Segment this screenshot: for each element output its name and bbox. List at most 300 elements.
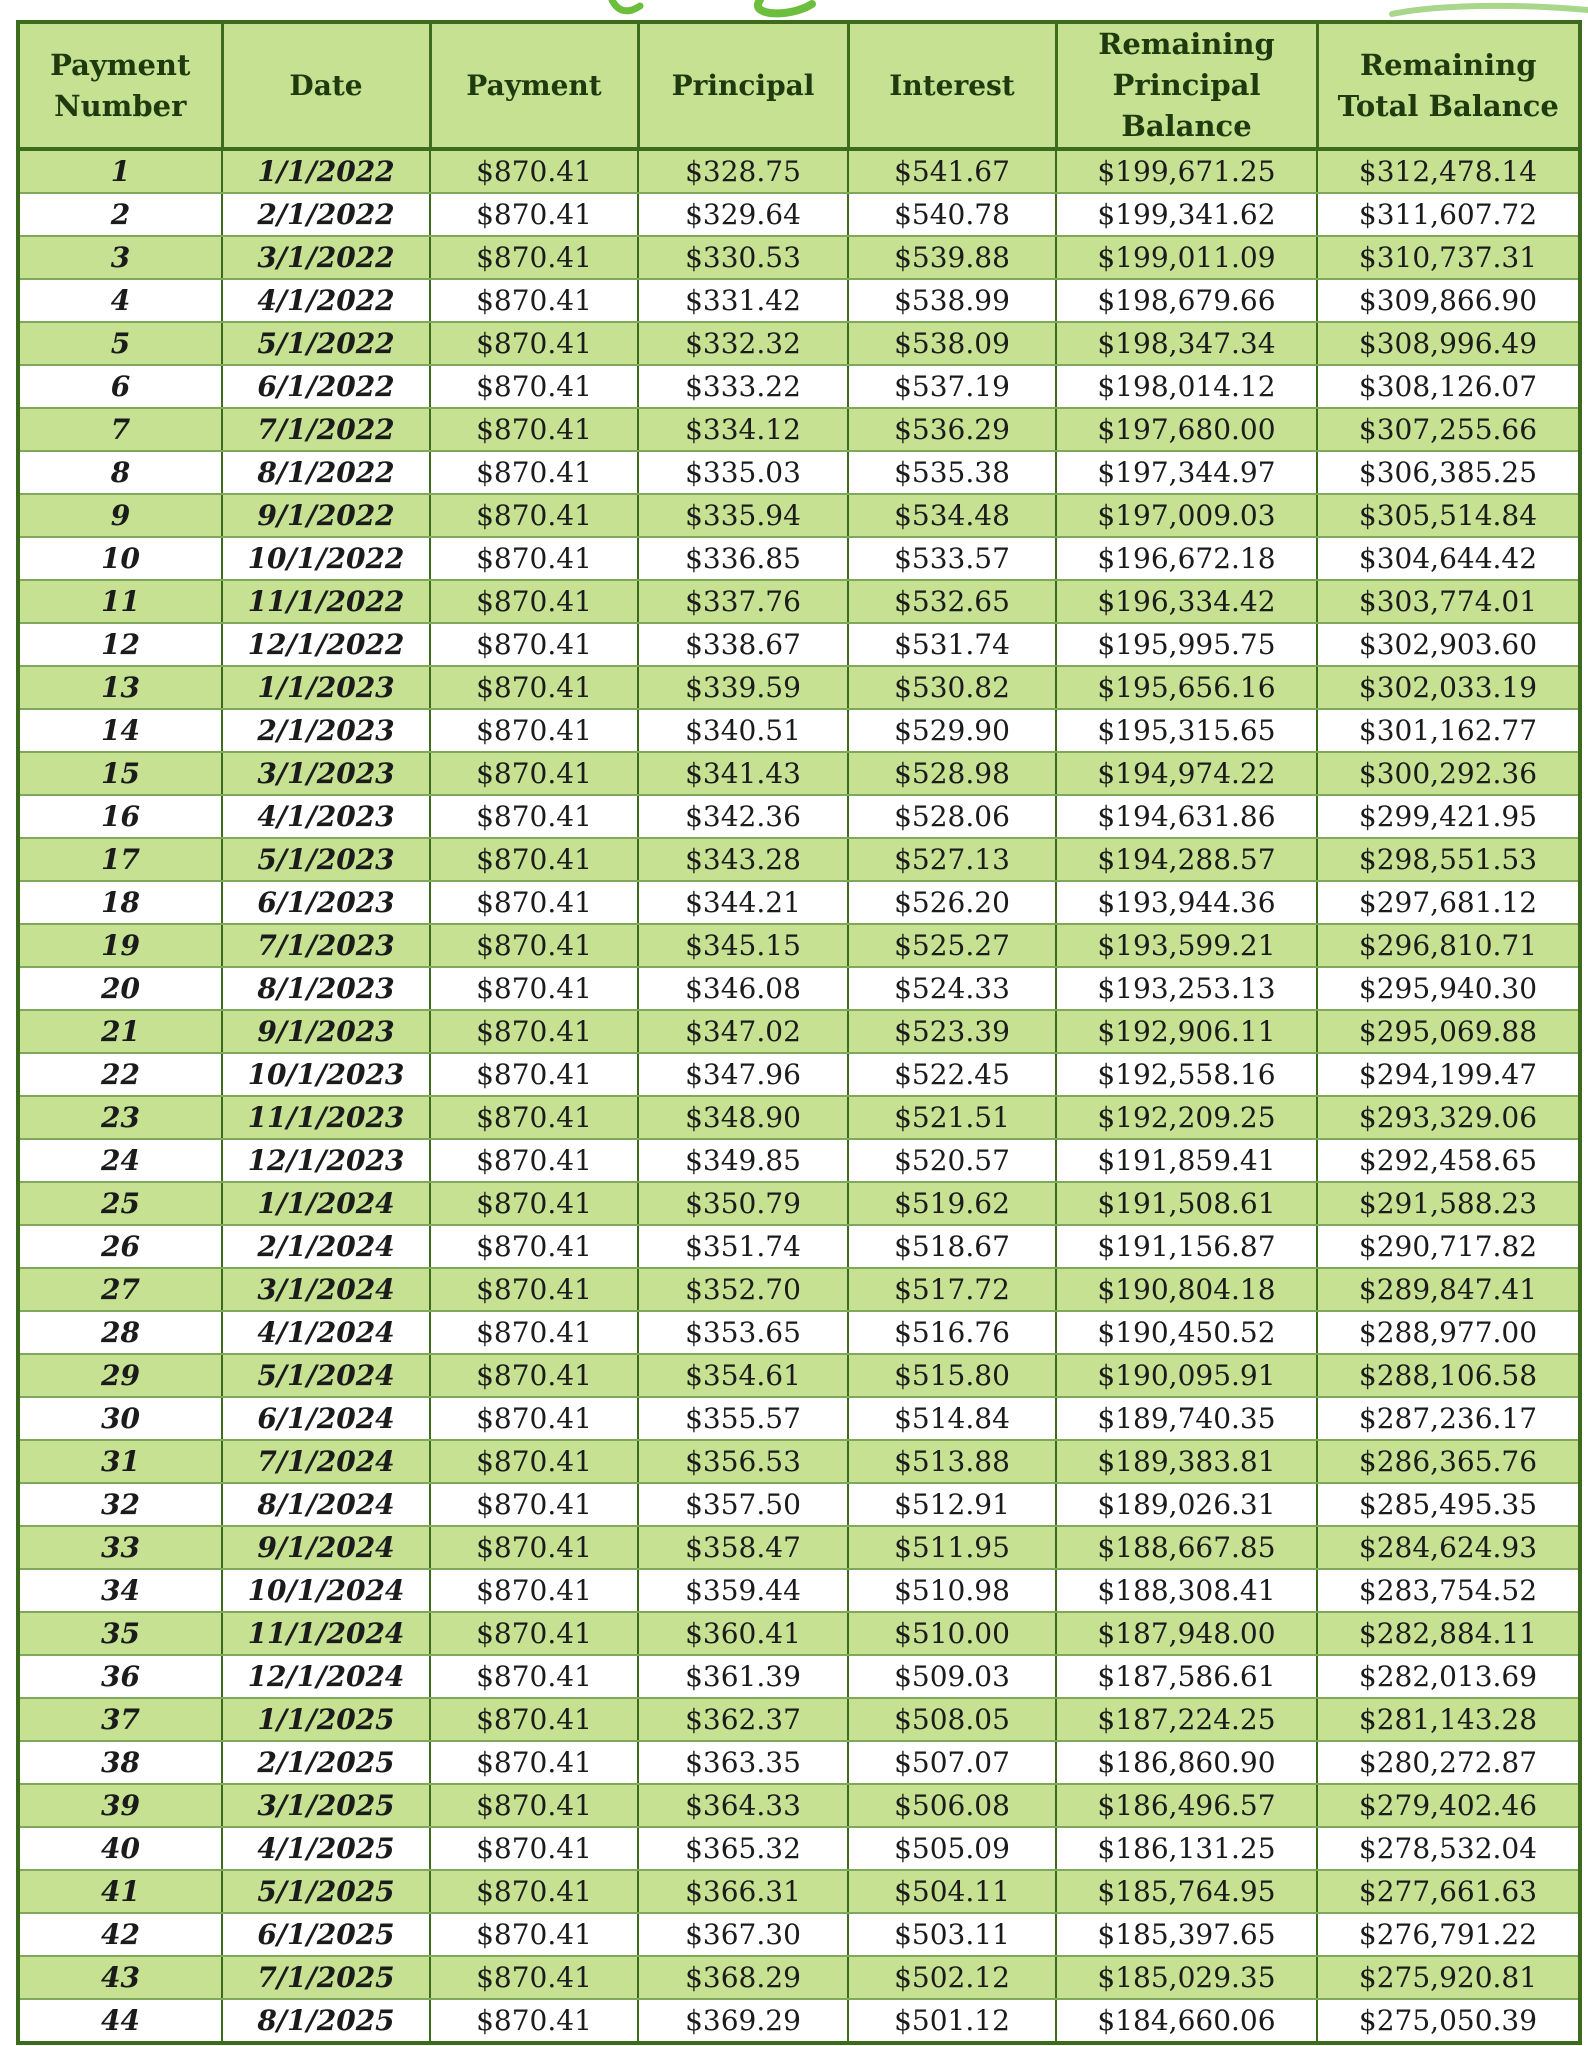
date-cell: 7/1/2023 <box>222 924 430 967</box>
principal-cell: $334.12 <box>638 408 848 451</box>
remaining-principal-cell: $188,308.41 <box>1056 1569 1317 1612</box>
payment-cell: $870.41 <box>430 365 638 408</box>
table-row <box>18 537 1580 580</box>
payment-number-cell: 29 <box>18 1354 222 1397</box>
payment-number-cell: 4 <box>18 279 222 322</box>
interest-cell: $539.88 <box>848 236 1056 279</box>
principal-cell: $360.41 <box>638 1612 848 1655</box>
remaining-principal-cell: $191,859.41 <box>1056 1139 1317 1182</box>
principal-cell: $347.96 <box>638 1053 848 1096</box>
payment-cell: $870.41 <box>430 1096 638 1139</box>
remaining-total-cell: $311,607.72 <box>1317 193 1580 236</box>
table-row <box>18 1053 1580 1096</box>
principal-cell: $336.85 <box>638 537 848 580</box>
interest-cell: $508.05 <box>848 1698 1056 1741</box>
payment-cell: $870.41 <box>430 1741 638 1784</box>
table-row <box>18 1483 1580 1526</box>
interest-cell: $503.11 <box>848 1913 1056 1956</box>
remaining-principal-cell: $193,253.13 <box>1056 967 1317 1010</box>
date-cell: 8/1/2022 <box>222 451 430 494</box>
title-flourish-decoration <box>0 0 1588 22</box>
remaining-principal-cell: $187,224.25 <box>1056 1698 1317 1741</box>
interest-cell: $528.98 <box>848 752 1056 795</box>
remaining-principal-cell: $191,156.87 <box>1056 1225 1317 1268</box>
principal-cell: $331.42 <box>638 279 848 322</box>
remaining-total-cell: $299,421.95 <box>1317 795 1580 838</box>
principal-cell: $347.02 <box>638 1010 848 1053</box>
principal-cell: $329.64 <box>638 193 848 236</box>
payment-cell: $870.41 <box>430 537 638 580</box>
table-row <box>18 1827 1580 1870</box>
date-cell: 6/1/2025 <box>222 1913 430 1956</box>
principal-cell: $368.29 <box>638 1956 848 1999</box>
date-cell: 1/1/2024 <box>222 1182 430 1225</box>
remaining-principal-cell: $197,009.03 <box>1056 494 1317 537</box>
payment-number-cell: 30 <box>18 1397 222 1440</box>
date-cell: 7/1/2022 <box>222 408 430 451</box>
table-row <box>18 193 1580 236</box>
principal-cell: $362.37 <box>638 1698 848 1741</box>
remaining-total-cell: $278,532.04 <box>1317 1827 1580 1870</box>
principal-cell: $367.30 <box>638 1913 848 1956</box>
remaining-principal-cell: $188,667.85 <box>1056 1526 1317 1569</box>
table-row <box>18 795 1580 838</box>
table-row <box>18 236 1580 279</box>
table-row <box>18 1913 1580 1956</box>
date-cell: 2/1/2025 <box>222 1741 430 1784</box>
remaining-total-cell: $290,717.82 <box>1317 1225 1580 1268</box>
principal-cell: $346.08 <box>638 967 848 1010</box>
remaining-total-cell: $310,737.31 <box>1317 236 1580 279</box>
remaining-principal-cell: $195,995.75 <box>1056 623 1317 666</box>
interest-cell: $536.29 <box>848 408 1056 451</box>
remaining-total-cell: $284,624.93 <box>1317 1526 1580 1569</box>
payment-cell: $870.41 <box>430 1870 638 1913</box>
date-cell: 4/1/2024 <box>222 1311 430 1354</box>
remaining-total-cell: $288,977.00 <box>1317 1311 1580 1354</box>
interest-cell: $509.03 <box>848 1655 1056 1698</box>
table-row <box>18 881 1580 924</box>
amortization-schedule-table <box>16 20 1582 2045</box>
date-cell: 4/1/2025 <box>222 1827 430 1870</box>
date-cell: 8/1/2023 <box>222 967 430 1010</box>
payment-cell: $870.41 <box>430 1225 638 1268</box>
table-row <box>18 1999 1580 2043</box>
principal-cell: $355.57 <box>638 1397 848 1440</box>
payment-number-cell: 17 <box>18 838 222 881</box>
date-cell: 9/1/2022 <box>222 494 430 537</box>
remaining-total-cell: $280,272.87 <box>1317 1741 1580 1784</box>
interest-cell: $523.39 <box>848 1010 1056 1053</box>
date-cell: 3/1/2025 <box>222 1784 430 1827</box>
remaining-principal-cell: $194,288.57 <box>1056 838 1317 881</box>
payment-number-cell: 15 <box>18 752 222 795</box>
payment-cell: $870.41 <box>430 1612 638 1655</box>
table-row <box>18 1741 1580 1784</box>
column-header-interest: Interest <box>848 22 1056 149</box>
remaining-principal-cell: $186,496.57 <box>1056 1784 1317 1827</box>
date-cell: 10/1/2023 <box>222 1053 430 1096</box>
date-cell: 5/1/2025 <box>222 1870 430 1913</box>
interest-cell: $507.07 <box>848 1741 1056 1784</box>
payment-cell: $870.41 <box>430 580 638 623</box>
table-row <box>18 1655 1580 1698</box>
remaining-total-cell: $292,458.65 <box>1317 1139 1580 1182</box>
payment-cell: $870.41 <box>430 1784 638 1827</box>
table-row <box>18 1956 1580 1999</box>
remaining-total-cell: $282,884.11 <box>1317 1612 1580 1655</box>
payment-number-cell: 31 <box>18 1440 222 1483</box>
interest-cell: $541.67 <box>848 149 1056 193</box>
payment-number-cell: 20 <box>18 967 222 1010</box>
payment-cell: $870.41 <box>430 1526 638 1569</box>
table-row <box>18 1526 1580 1569</box>
remaining-principal-cell: $192,209.25 <box>1056 1096 1317 1139</box>
table-row <box>18 1311 1580 1354</box>
payment-cell: $870.41 <box>430 1440 638 1483</box>
date-cell: 6/1/2022 <box>222 365 430 408</box>
payment-number-cell: 27 <box>18 1268 222 1311</box>
principal-cell: $343.28 <box>638 838 848 881</box>
date-cell: 4/1/2023 <box>222 795 430 838</box>
remaining-total-cell: $308,996.49 <box>1317 322 1580 365</box>
principal-cell: $365.32 <box>638 1827 848 1870</box>
table-row <box>18 838 1580 881</box>
principal-cell: $330.53 <box>638 236 848 279</box>
interest-cell: $504.11 <box>848 1870 1056 1913</box>
interest-cell: $519.62 <box>848 1182 1056 1225</box>
remaining-principal-cell: $198,679.66 <box>1056 279 1317 322</box>
payment-cell: $870.41 <box>430 1139 638 1182</box>
principal-cell: $348.90 <box>638 1096 848 1139</box>
interest-cell: $506.08 <box>848 1784 1056 1827</box>
date-cell: 2/1/2022 <box>222 193 430 236</box>
table-row <box>18 1139 1580 1182</box>
payment-cell: $870.41 <box>430 1010 638 1053</box>
table-row <box>18 1397 1580 1440</box>
date-cell: 2/1/2024 <box>222 1225 430 1268</box>
interest-cell: $518.67 <box>848 1225 1056 1268</box>
payment-number-cell: 9 <box>18 494 222 537</box>
principal-cell: $342.36 <box>638 795 848 838</box>
table-row <box>18 1268 1580 1311</box>
payment-number-cell: 7 <box>18 408 222 451</box>
column-header-date: Date <box>222 22 430 149</box>
remaining-principal-cell: $192,906.11 <box>1056 1010 1317 1053</box>
date-cell: 1/1/2023 <box>222 666 430 709</box>
interest-cell: $510.98 <box>848 1569 1056 1612</box>
remaining-principal-cell: $184,660.06 <box>1056 1999 1317 2043</box>
date-cell: 4/1/2022 <box>222 279 430 322</box>
interest-cell: $537.19 <box>848 365 1056 408</box>
payment-cell: $870.41 <box>430 1354 638 1397</box>
remaining-principal-cell: $198,014.12 <box>1056 365 1317 408</box>
remaining-principal-cell: $187,948.00 <box>1056 1612 1317 1655</box>
remaining-total-cell: $301,162.77 <box>1317 709 1580 752</box>
remaining-total-cell: $293,329.06 <box>1317 1096 1580 1139</box>
interest-cell: $521.51 <box>848 1096 1056 1139</box>
date-cell: 10/1/2024 <box>222 1569 430 1612</box>
payment-number-cell: 26 <box>18 1225 222 1268</box>
payment-number-cell: 39 <box>18 1784 222 1827</box>
payment-cell: $870.41 <box>430 924 638 967</box>
date-cell: 9/1/2024 <box>222 1526 430 1569</box>
remaining-total-cell: $302,033.19 <box>1317 666 1580 709</box>
date-cell: 7/1/2025 <box>222 1956 430 1999</box>
remaining-total-cell: $304,644.42 <box>1317 537 1580 580</box>
remaining-total-cell: $287,236.17 <box>1317 1397 1580 1440</box>
remaining-total-cell: $291,588.23 <box>1317 1182 1580 1225</box>
payment-cell: $870.41 <box>430 967 638 1010</box>
payment-number-cell: 13 <box>18 666 222 709</box>
principal-cell: $352.70 <box>638 1268 848 1311</box>
date-cell: 12/1/2023 <box>222 1139 430 1182</box>
remaining-total-cell: $303,774.01 <box>1317 580 1580 623</box>
payment-number-cell: 8 <box>18 451 222 494</box>
remaining-total-cell: $277,661.63 <box>1317 1870 1580 1913</box>
payment-number-cell: 33 <box>18 1526 222 1569</box>
remaining-principal-cell: $185,397.65 <box>1056 1913 1317 1956</box>
remaining-principal-cell: $193,944.36 <box>1056 881 1317 924</box>
interest-cell: $512.91 <box>848 1483 1056 1526</box>
table-row <box>18 623 1580 666</box>
principal-cell: $340.51 <box>638 709 848 752</box>
payment-cell: $870.41 <box>430 408 638 451</box>
interest-cell: $517.72 <box>848 1268 1056 1311</box>
date-cell: 3/1/2023 <box>222 752 430 795</box>
date-cell: 1/1/2022 <box>222 149 430 193</box>
payment-number-cell: 24 <box>18 1139 222 1182</box>
interest-cell: $525.27 <box>848 924 1056 967</box>
interest-cell: $538.99 <box>848 279 1056 322</box>
table-row <box>18 451 1580 494</box>
remaining-total-cell: $282,013.69 <box>1317 1655 1580 1698</box>
interest-cell: $522.45 <box>848 1053 1056 1096</box>
remaining-principal-cell: $189,740.35 <box>1056 1397 1317 1440</box>
remaining-principal-cell: $190,095.91 <box>1056 1354 1317 1397</box>
table-body <box>18 149 1580 2043</box>
payment-number-cell: 25 <box>18 1182 222 1225</box>
interest-cell: $531.74 <box>848 623 1056 666</box>
interest-cell: $530.82 <box>848 666 1056 709</box>
remaining-total-cell: $305,514.84 <box>1317 494 1580 537</box>
remaining-principal-cell: $187,586.61 <box>1056 1655 1317 1698</box>
interest-cell: $511.95 <box>848 1526 1056 1569</box>
interest-cell: $510.00 <box>848 1612 1056 1655</box>
payment-cell: $870.41 <box>430 1053 638 1096</box>
remaining-total-cell: $295,069.88 <box>1317 1010 1580 1053</box>
remaining-principal-cell: $196,672.18 <box>1056 537 1317 580</box>
remaining-total-cell: $306,385.25 <box>1317 451 1580 494</box>
payment-number-cell: 18 <box>18 881 222 924</box>
payment-cell: $870.41 <box>430 752 638 795</box>
principal-cell: $356.53 <box>638 1440 848 1483</box>
payment-cell: $870.41 <box>430 881 638 924</box>
remaining-principal-cell: $193,599.21 <box>1056 924 1317 967</box>
payment-number-cell: 14 <box>18 709 222 752</box>
remaining-principal-cell: $198,347.34 <box>1056 322 1317 365</box>
interest-cell: $527.13 <box>848 838 1056 881</box>
table-row <box>18 1096 1580 1139</box>
column-header-remaining-principal-balance: Remaining Principal Balance <box>1056 22 1317 149</box>
date-cell: 10/1/2022 <box>222 537 430 580</box>
payment-number-cell: 23 <box>18 1096 222 1139</box>
payment-number-cell: 28 <box>18 1311 222 1354</box>
payment-number-cell: 21 <box>18 1010 222 1053</box>
payment-number-cell: 12 <box>18 623 222 666</box>
payment-cell: $870.41 <box>430 1956 638 1999</box>
payment-number-cell: 34 <box>18 1569 222 1612</box>
remaining-total-cell: $295,940.30 <box>1317 967 1580 1010</box>
principal-cell: $361.39 <box>638 1655 848 1698</box>
column-header-payment-number: Payment Number <box>18 22 222 149</box>
payment-number-cell: 10 <box>18 537 222 580</box>
payment-cell: $870.41 <box>430 1999 638 2043</box>
remaining-total-cell: $281,143.28 <box>1317 1698 1580 1741</box>
remaining-principal-cell: $192,558.16 <box>1056 1053 1317 1096</box>
principal-cell: $335.03 <box>638 451 848 494</box>
remaining-principal-cell: $199,011.09 <box>1056 236 1317 279</box>
principal-cell: $337.76 <box>638 580 848 623</box>
interest-cell: $528.06 <box>848 795 1056 838</box>
table-row <box>18 408 1580 451</box>
payment-cell: $870.41 <box>430 1569 638 1612</box>
date-cell: 1/1/2025 <box>222 1698 430 1741</box>
interest-cell: $515.80 <box>848 1354 1056 1397</box>
table-row <box>18 1784 1580 1827</box>
remaining-total-cell: $279,402.46 <box>1317 1784 1580 1827</box>
remaining-principal-cell: $199,671.25 <box>1056 149 1317 193</box>
remaining-total-cell: $308,126.07 <box>1317 365 1580 408</box>
remaining-principal-cell: $195,315.65 <box>1056 709 1317 752</box>
payment-cell: $870.41 <box>430 666 638 709</box>
payment-cell: $870.41 <box>430 451 638 494</box>
payment-cell: $870.41 <box>430 1655 638 1698</box>
principal-cell: $339.59 <box>638 666 848 709</box>
interest-cell: $516.76 <box>848 1311 1056 1354</box>
payment-number-cell: 43 <box>18 1956 222 1999</box>
remaining-principal-cell: $191,508.61 <box>1056 1182 1317 1225</box>
remaining-total-cell: $312,478.14 <box>1317 149 1580 193</box>
interest-cell: $540.78 <box>848 193 1056 236</box>
table-row <box>18 580 1580 623</box>
table-header-row <box>18 22 1580 149</box>
payment-cell: $870.41 <box>430 1397 638 1440</box>
principal-cell: $364.33 <box>638 1784 848 1827</box>
date-cell: 5/1/2024 <box>222 1354 430 1397</box>
table-row <box>18 494 1580 537</box>
interest-cell: $524.33 <box>848 967 1056 1010</box>
interest-cell: $538.09 <box>848 322 1056 365</box>
remaining-total-cell: $286,365.76 <box>1317 1440 1580 1483</box>
date-cell: 11/1/2024 <box>222 1612 430 1655</box>
payment-number-cell: 22 <box>18 1053 222 1096</box>
remaining-total-cell: $297,681.12 <box>1317 881 1580 924</box>
date-cell: 8/1/2024 <box>222 1483 430 1526</box>
date-cell: 11/1/2022 <box>222 580 430 623</box>
remaining-total-cell: $302,903.60 <box>1317 623 1580 666</box>
payment-number-cell: 2 <box>18 193 222 236</box>
table-row <box>18 1870 1580 1913</box>
payment-cell: $870.41 <box>430 709 638 752</box>
principal-cell: $354.61 <box>638 1354 848 1397</box>
principal-cell: $363.35 <box>638 1741 848 1784</box>
payment-number-cell: 40 <box>18 1827 222 1870</box>
remaining-total-cell: $289,847.41 <box>1317 1268 1580 1311</box>
principal-cell: $341.43 <box>638 752 848 795</box>
principal-cell: $328.75 <box>638 149 848 193</box>
interest-cell: $520.57 <box>848 1139 1056 1182</box>
payment-number-cell: 36 <box>18 1655 222 1698</box>
table-row <box>18 279 1580 322</box>
interest-cell: $535.38 <box>848 451 1056 494</box>
payment-cell: $870.41 <box>430 279 638 322</box>
payment-number-cell: 35 <box>18 1612 222 1655</box>
principal-cell: $333.22 <box>638 365 848 408</box>
payment-cell: $870.41 <box>430 1182 638 1225</box>
remaining-principal-cell: $194,974.22 <box>1056 752 1317 795</box>
interest-cell: $505.09 <box>848 1827 1056 1870</box>
interest-cell: $513.88 <box>848 1440 1056 1483</box>
payment-number-cell: 37 <box>18 1698 222 1741</box>
remaining-principal-cell: $189,383.81 <box>1056 1440 1317 1483</box>
remaining-total-cell: $283,754.52 <box>1317 1569 1580 1612</box>
payment-number-cell: 44 <box>18 1999 222 2043</box>
payment-cell: $870.41 <box>430 494 638 537</box>
date-cell: 6/1/2024 <box>222 1397 430 1440</box>
table-row <box>18 924 1580 967</box>
principal-cell: $353.65 <box>638 1311 848 1354</box>
remaining-principal-cell: $189,026.31 <box>1056 1483 1317 1526</box>
payment-cell: $870.41 <box>430 193 638 236</box>
date-cell: 5/1/2023 <box>222 838 430 881</box>
table-row <box>18 322 1580 365</box>
remaining-principal-cell: $185,764.95 <box>1056 1870 1317 1913</box>
table-row <box>18 1182 1580 1225</box>
table-row <box>18 1225 1580 1268</box>
payment-number-cell: 42 <box>18 1913 222 1956</box>
payment-number-cell: 3 <box>18 236 222 279</box>
table-row <box>18 1440 1580 1483</box>
principal-cell: $359.44 <box>638 1569 848 1612</box>
remaining-principal-cell: $186,860.90 <box>1056 1741 1317 1784</box>
table-row <box>18 365 1580 408</box>
interest-cell: $534.48 <box>848 494 1056 537</box>
remaining-total-cell: $309,866.90 <box>1317 279 1580 322</box>
remaining-principal-cell: $195,656.16 <box>1056 666 1317 709</box>
date-cell: 5/1/2022 <box>222 322 430 365</box>
remaining-total-cell: $275,920.81 <box>1317 1956 1580 1999</box>
date-cell: 12/1/2022 <box>222 623 430 666</box>
principal-cell: $357.50 <box>638 1483 848 1526</box>
interest-cell: $502.12 <box>848 1956 1056 1999</box>
payment-cell: $870.41 <box>430 623 638 666</box>
interest-cell: $501.12 <box>848 1999 1056 2043</box>
date-cell: 11/1/2023 <box>222 1096 430 1139</box>
payment-number-cell: 41 <box>18 1870 222 1913</box>
remaining-total-cell: $275,050.39 <box>1317 1999 1580 2043</box>
principal-cell: $369.29 <box>638 1999 848 2043</box>
payment-number-cell: 11 <box>18 580 222 623</box>
principal-cell: $349.85 <box>638 1139 848 1182</box>
payment-cell: $870.41 <box>430 149 638 193</box>
payment-cell: $870.41 <box>430 1311 638 1354</box>
principal-cell: $350.79 <box>638 1182 848 1225</box>
remaining-principal-cell: $199,341.62 <box>1056 193 1317 236</box>
table-row <box>18 709 1580 752</box>
remaining-total-cell: $294,199.47 <box>1317 1053 1580 1096</box>
payment-cell: $870.41 <box>430 1913 638 1956</box>
